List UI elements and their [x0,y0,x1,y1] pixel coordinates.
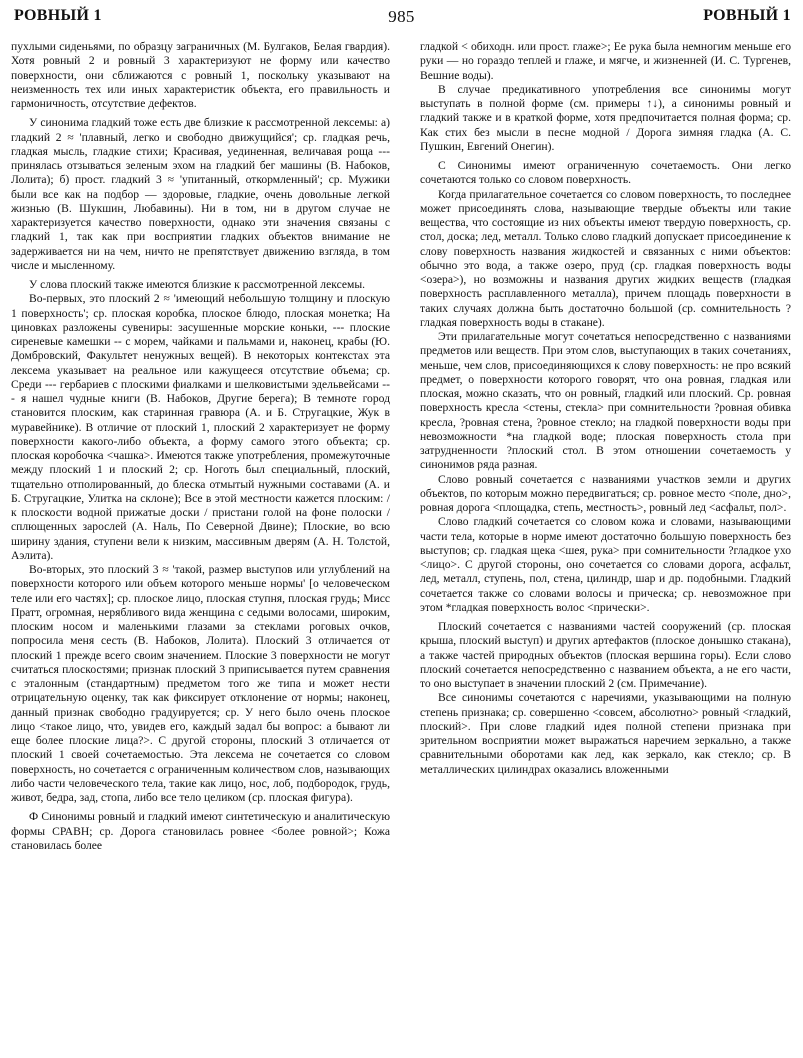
paragraph: С Синонимы имеют ограниченную сочетаемость. Они легко сочетаются только со словом поверхность. [420,159,791,187]
running-head-right: РОВНЫЙ 1 [703,7,791,24]
paragraph: гладкой < обиходн. или прост. глаже>; Ее рука была немногим меньше его руки — но гораздо теплей и глаже, и мягче, и жизненней (И. С. Тургенев, Вешние воды). [420,40,791,82]
paragraph: Слово ровный сочетается с названиями участков земли и других объектов, по которым можно передвигаться; ср. ровное место <поле, дно>, ровная дорога <площадка, степь, местность>, ровный лед <асфальт, пол>. [420,472,791,514]
paragraph: Ф Синонимы ровный и гладкий имеют синтетическую и аналитическую формы СРАВН; ср. Дорога становилась ровнее <более ровной>; Кожа становилась более [11,810,390,852]
paragraph: Плоский сочетается с названиями частей сооружений (ср. плоская крыша, плоский выступ) и других артефактов (плоское донышко стакана), а также частей природных объектов (плоская вершина горы). Если слово плоский сочетается непосредственно с названием объекта, а не его части, то оно выступает в значении плоский 2 (см. Примечание). [420,620,791,690]
running-head-left: РОВНЫЙ 1 [14,7,102,24]
paragraph: пухлыми сиденьями, по образцу заграничных (М. Булгаков, Белая гвардия). Хотя ровный 2 и ровный 3 характеризуют не форму или качество поверхности, они сближаются с ровный 1, поскольку указывают на неизменность тех или иных характеристик объекта, его правильность и гармоничность, отсутствие дефектов. [11,40,390,110]
right-column [420,40,791,1054]
paragraph: Когда прилагательное сочетается со словом поверхность, то последнее может присоединять слова, называющие твердые объекты или такие вещества, что состоящие из них объекты имеют твердую поверхность, ср. стол, доска; лед, металл. Только слово гладкий допускает присоединение к слову поверхность названия жидкостей и связанных с ними объектов: обычно это вода, а также озеро, пруд (ср. гладкая поверхность воды <озера>), но возможны и названия других жидких веществ (гладкая поверхность расплавленного металла), причем площадь поверхности в таких случаях должна быть достаточно большой (ср. сомнительность ?гладкая поверхность воды в стакане). [420,187,791,329]
paragraph: Во-вторых, это плоский 3 ≈ 'такой, размер выступов или углублений на поверхности которого или объем которого меньше нормы' [о человеческом теле или его частях]; ср. плоское лицо, плоская ступня, плоская грудь; Мисс Пратт, огромная, нерябливого вида женщина с седыми волосами, широким, плоским носом и маленькими глазами за стеклами роговых очков, попросила меня сесть (В. Набоков, Лолита). Плоский 3 отличается от плоский 1 прежде всего своим значением. Плоские 3 поверхности не могут считаться плоскостями; признак плоский 3 приписывается путем сравнения с эталонным (стандартным) предметом того же типа и может нести отрицательную оценку, так как фиксирует отклонение от нормы; наконец, данный признак свободно градуируется; ср. У него было очень плоское лицо <такое лицо, что, увидев его, каждый задал бы вопрос: а бывают ли еще более плоские лица?>. С другой стороны, плоский 3 отличается от плоский 1 своей сочетаемостью. Эта лексема не сочетается со словом поверхность, но сочетается с ограниченным количеством слов, называющих либо части человеческого тела, такие как лицо, нос, лоб, подбородок, грудь, живот, бедра, зад, стопа, либо все тело целиком (ср. плоская фигура). [11,563,390,804]
paragraph: В случае предикативного употребления все синонимы могут выступать в полной форме (см. примеры ↑↓), а синонимы ровный и гладкий также и в краткой форме, хотя предпочитается полная форма; ср. Как стих без мысли в песне модной / Дорога зимняя гладка (А. С. Пушкин, Евгений Онегин). [420,82,791,153]
paragraph: У слова плоский также имеются близкие к рассмотренной лексемы. [29,278,366,291]
page-number: 985 [388,7,415,26]
paragraph: Слово гладкий сочетается со словом кожа и словами, называющими части тела, которые в норме имеют достаточно большую поверхность без выступов; ср. гладкая щека <шея, рука> при сомнительности ?гладкое ухо <лицо>. С другой стороны, оно сочетается со словами дорога, асфальт, лед, металл, ступень, пол, стена, цилиндр, шар и др. подобными. Гладкий сочетается также со словами волосы и прическа; ср. невозможное при этом *гладкая поверхность волос <прически>. [420,515,791,614]
paragraph: Во-первых, это плоский 2 ≈ 'имеющий небольшую толщину и плоскую 1 поверхность'; ср. плоская коробка, плоское блюдо, плоская монетка; На циновках разложены сувениры: засушенные морские коньки, --- плоские сиреневые камешки -- с морем, чайками и пальмами и, наконец, крабы (Ю. Домбровский, Факультет ненужных вещей). В некоторых контекстах эта лексема указывает на реальное или кажущееся отсутствие объема; ср. Среди --- гербариев с плоскими фиалками и шелковистыми эдельвейсами --- я нашел чудные книги (В. Набоков, Другие берега); В темноте город становится плоским, как старинная гравюра (А. и Б. Стругацкие, Жук в муравейнике). В отличие от плоский 1, плоский 2 характеризует не форму поверхности какого-либо объекта, а форму самого этого объекта; ср. плоская коробочка <чашка>. Имеются также употребления, промежуточные между плоский 1 и плоский 2; ср. Ноготь был специальный, плоский, тщательно отполированный, до блеска отмытый нужными составами (А. и Б. Стругацкие, Улитка на склоне); Все в этой местности кажется плоским: / к плоскости водной прижатые доски / пристани голой на фоне полоски / сплющенных зарослей (А. Наль, По Северной Двине); Плоские, во всю ширину здания, ступени вели к низким, массивным дверям (А. Н. Толстой, Аэлита). [11,292,390,562]
paragraph: Эти прилагательные могут сочетаться непосредственно с названиями предметов или веществ. При этом слов, выступающих в таких сочетаниях, меньше, чем слов, присоединяющихся к слову поверхность: не про всякий предмет, о поверхности которого говорят, что она ровная, гладкая или плоская, можно сказать, что он ровный, гладкий или плоский. Ср. ровная поверхность кресла <стены, стекла> при сомнительности ?ровная обивка кресла, ?ровная стена, ?ровное стекло; на гладкой поверхности воды при невозможности *на гладкой воде; плоская поверхность стола при затрудненности ?плоский стол. В этом отношении сочетаемость у синонимов ряда разная. [420,330,791,472]
left-column [11,40,390,1054]
paragraph: Все синонимы сочетаются с наречиями, указывающими на полную степень признака; ср. совершенно <совсем, абсолютно> ровный <гладкий, плоский>. При слове гладкий идея полной степени признака при зрительном восприятии может выражаться наречием зеркально, а также сравнительными оборотами как лед, как зеркало, как стекло; ср. В металлических цилиндрах оказались вложенными [420,691,791,776]
paragraph: У синонима гладкий тоже есть две близкие к рассмотренной лексемы: а) гладкий 2 ≈ 'плавный, легко и свободно движущийся'; ср. гладкая речь, гладкая мысль, гладкие стихи; Красивая, уединенная, величавая роща --- принялась отзываться зеленым эхом на гладкий бег машины (В. Набоков, Лолита); б) прост. гладкий 3 ≈ 'упитанный, откормленный'; ср. Мужики были все как на подбор — здоровые, гладкие, очень довольные легкой жизнью (В. Шукшин, Любавины). Ни в том, ни в другом случае не характеризуется качество поверхности, однако эти значения связаны с гладкий 1, так как при восприятии гладких объектов внимание не задерживается ни на чем, ничто не препятствует движению взгляда, в том числе и мысленному. [11,116,390,272]
